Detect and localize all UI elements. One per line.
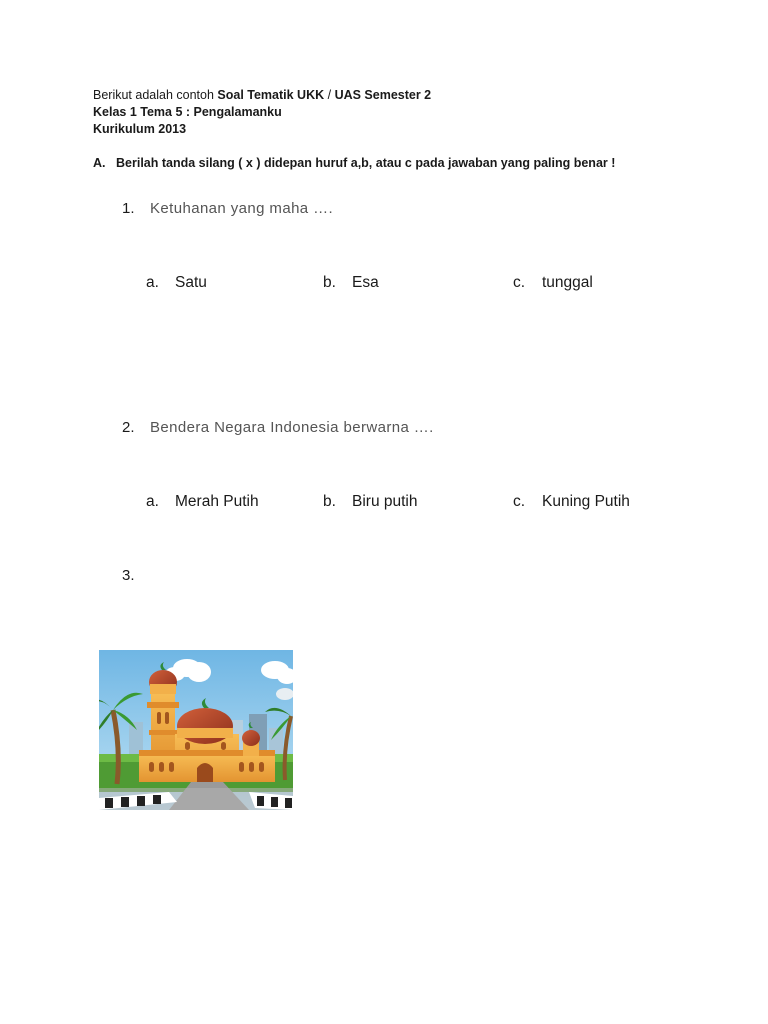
option-text: Satu [175,274,207,291]
curriculum-line: Kurikulum 2013 [93,122,187,136]
q1-option-b [323,274,379,292]
intro-separator: / [324,88,335,102]
option-text: Kuning Putih [542,493,630,510]
option-letter: a. [146,274,159,291]
question-number: 3. [122,567,135,584]
question-number: 1. [122,200,135,217]
option-letter: a. [146,493,159,510]
option-text: Merah Putih [175,493,259,510]
mosque-picture [99,650,293,810]
intro-title: Soal Tematik UKK [217,88,325,102]
intro-prefix: Berikut adalah contoh [93,88,218,102]
mosque-illustration [99,650,293,810]
option-letter: c. [513,274,526,291]
section-letter: A. [93,156,106,170]
option-text: tunggal [542,274,593,291]
q1-option-a [146,274,207,292]
question-text: Ketuhanan yang maha …. [150,200,334,217]
option-letter: c. [513,493,526,510]
question-2 [122,419,434,436]
option-letter: b. [323,493,336,510]
option-text: Biru putih [352,493,418,510]
minaret [147,662,179,762]
q2-option-c [513,493,630,511]
q2-option-b [323,493,417,511]
section-instruction [93,156,615,170]
intro-semester: UAS Semester 2 [334,88,432,102]
intro-line [93,87,431,103]
question-number: 2. [122,419,135,436]
question-3 [122,567,150,584]
class-theme-line: Kelas 1 Tema 5 : Pengalamanku [93,105,282,119]
instruction-text: Berilah tanda silang ( x ) didepan huruf a,b, atau c pada jawaban yang paling benar ! [116,156,616,170]
question-1 [122,200,333,217]
question-text: Bendera Negara Indonesia berwarna …. [150,419,434,436]
option-text: Esa [352,274,379,291]
q2-option-a [146,493,259,511]
option-letter: b. [323,274,336,291]
q1-option-c [513,274,593,292]
